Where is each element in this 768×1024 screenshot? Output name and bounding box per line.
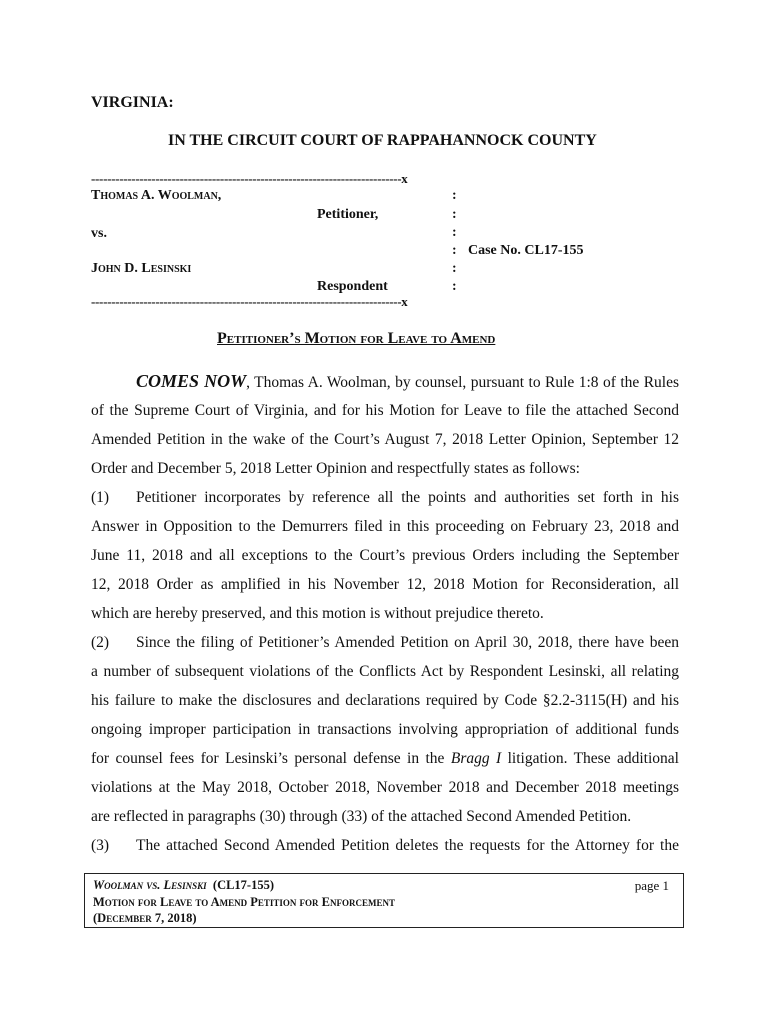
caption-colon: : <box>452 225 457 240</box>
intro-line: Amended Petition in the wake of the Court’s August 7, 2018 Letter Opinion, September 12 <box>91 431 679 448</box>
caption-colon: : <box>452 207 457 222</box>
para-text: The attached Second Amended Petition deletes the requests for the Attorney for the <box>136 837 679 854</box>
intro-line <box>91 367 679 396</box>
caption-colon: : <box>452 243 457 258</box>
case-number: Case No. CL17-155 <box>468 243 584 258</box>
para-line <box>91 831 679 860</box>
motion-heading: Petitioner’s Motion for Leave to Amend <box>217 330 496 347</box>
para-line: June 11, 2018 and all exceptions to the Court’s previous Orders including the September <box>91 547 679 564</box>
para-line <box>91 483 679 512</box>
para-line <box>91 744 679 773</box>
motion-body <box>91 367 679 860</box>
para-line: which are hereby preserved, and this motion is without prejudice thereto. <box>91 605 544 622</box>
para-line: his failure to make the disclosures and declarations required by Code §2.2-3115(H) and his <box>91 692 679 709</box>
intro-text: , Thomas A. Woolman, by counsel, pursuant to Rule 1:8 of the Rules <box>246 374 680 391</box>
para-number: (2) <box>91 634 110 651</box>
para-text: Since the filing of Petitioner’s Amended Petition on April 30, 2018, there have been <box>136 634 679 651</box>
para-line: a number of subsequent violations of the Conflicts Act by Respondent Lesinski, all relating <box>91 663 679 680</box>
para-line <box>91 628 679 657</box>
intro-line: of the Supreme Court of Virginia, and for his Motion for Leave to file the attached Second <box>91 402 679 419</box>
footer-date: (December 7, 2018) <box>93 911 197 925</box>
caption-colon: : <box>452 279 457 294</box>
caption-rule-top: -----------------------------------------------------------------------------x <box>91 171 408 186</box>
respondent-name: John D. Lesinski <box>91 261 192 276</box>
respondent-role: Respondent <box>317 279 388 294</box>
para-text: litigation. These additional <box>501 750 679 767</box>
footer-box <box>84 873 684 928</box>
comes-now: COMES NOW <box>136 371 247 391</box>
para-line: 12, 2018 Order as amplified in his November 12, 2018 Motion for Reconsideration, all <box>91 576 679 593</box>
petitioner-role: Petitioner, <box>317 207 379 222</box>
footer-case-line <box>93 878 274 893</box>
page-number: page 1 <box>634 878 669 893</box>
case-name-italic: Bragg I <box>450 750 502 767</box>
para-line: violations at the May 2018, October 2018, November 2018 and December 2018 meetings <box>91 779 679 796</box>
state-heading: VIRGINIA: <box>91 94 174 111</box>
para-text: for counsel fees for Lesinski’s personal defense in the <box>91 750 451 767</box>
para-text: Petitioner incorporates by reference all the points and authorities set forth in his <box>136 489 679 506</box>
intro-line: Order and December 5, 2018 Letter Opinion and respectfully states as follows: <box>91 460 580 477</box>
footer-case-title: Woolman vs. Lesinski <box>93 878 207 892</box>
para-line: ongoing improper participation in transactions involving appropriation of additional funds <box>91 721 679 738</box>
para-number: (3) <box>91 837 110 854</box>
para-number: (1) <box>91 489 110 506</box>
versus-label: vs. <box>91 226 107 241</box>
caption-colon: : <box>452 261 457 276</box>
court-heading: IN THE CIRCUIT COURT OF RAPPAHANNOCK COUNTY <box>168 132 597 149</box>
para-line: Answer in Opposition to the Demurrers filed in this proceeding on February 23, 2018 and <box>91 518 679 535</box>
footer-doc-title: Motion for Leave to Amend Petition for Enforcement <box>93 895 396 909</box>
footer-case-number: (CL17-155) <box>212 878 275 892</box>
para-line: are reflected in paragraphs (30) through (33) of the attached Second Amended Petition. <box>91 808 632 825</box>
petitioner-name: Thomas A. Woolman, <box>91 188 222 203</box>
caption-colon: : <box>452 188 457 203</box>
caption-rule-bottom: -----------------------------------------------------------------------------x <box>91 294 408 309</box>
